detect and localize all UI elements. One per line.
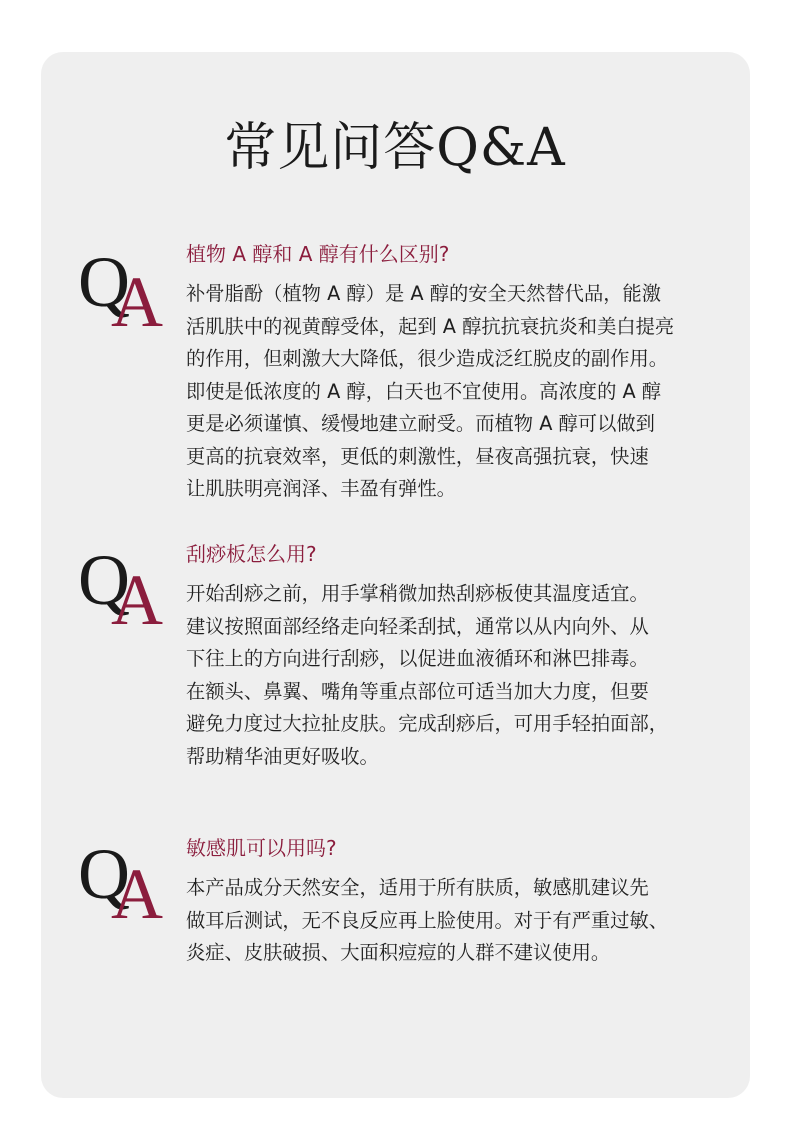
question-text: 刮痧板怎么用? xyxy=(186,542,317,566)
question-text: 植物 A 醇和 A 醇有什么区别? xyxy=(186,242,450,266)
answer-line: 帮助精华油更好吸收。 xyxy=(186,744,379,768)
answer-text xyxy=(186,278,726,506)
qa-logo-a: A xyxy=(111,560,163,640)
answer-line: 活肌肤中的视黄醇受体，起到 A 醇抗抗衰抗炎和美白提亮 xyxy=(186,314,675,338)
page-title: 常见问答Q&A xyxy=(224,118,566,178)
answer-text xyxy=(186,578,726,773)
answer-line: 开始刮痧之前，用手掌稍微加热刮痧板使其温度适宜。 xyxy=(186,582,649,605)
answer-line: 做耳后测试，无不良反应再上脸使用。对于有严重过敏、 xyxy=(186,908,669,932)
answer-line: 在额头、鼻翼、嘴角等重点部位可适当加大力度，但要 xyxy=(186,679,649,703)
qa-logo xyxy=(78,834,168,934)
answer-line: 更高的抗衰效率，更低的刺激性，昼夜高强抗衰，快速 xyxy=(186,444,649,468)
answer-text xyxy=(186,872,726,970)
answer-line: 炎症、皮肤破损、大面积痘痘的人群不建议使用。 xyxy=(186,941,611,964)
qa-logo-q: Q xyxy=(78,834,130,914)
answer-line: 让肌肤明亮润泽、丰盈有弹性。 xyxy=(186,477,456,500)
answer-line: 补骨脂酚（植物 A 醇）是 A 醇的安全天然替代品，能激 xyxy=(186,282,662,305)
qa-logo xyxy=(78,540,168,640)
answer-line: 的作用，但刺激大大降低，很少造成泛红脱皮的副作用。 xyxy=(186,347,669,370)
qa-logo-q: Q xyxy=(78,540,130,620)
answer-line: 本产品成分天然安全，适用于所有肤质，敏感肌建议先 xyxy=(186,876,649,899)
answer-line: 即使是低浓度的 A 醇，白天也不宜使用。高浓度的 A 醇 xyxy=(186,379,662,403)
qa-logo-q: Q xyxy=(78,242,130,322)
answer-line: 建议按照面部经络走向轻柔刮拭，通常以从内向外、从 xyxy=(186,614,649,638)
answer-line: 更是必须谨慎、缓慢地建立耐受。而植物 A 醇可以做到 xyxy=(186,412,655,435)
question-text: 敏感肌可以用吗? xyxy=(186,836,337,860)
qa-logo-a: A xyxy=(111,262,163,342)
answer-line: 避免力度过大拉扯皮肤。完成刮痧后，可用手轻拍面部， xyxy=(186,712,669,735)
answer-line: 下往上的方向进行刮痧，以促进血液循环和淋巴排毒。 xyxy=(186,647,649,670)
qa-logo-a: A xyxy=(111,854,163,934)
qa-logo xyxy=(78,242,168,342)
